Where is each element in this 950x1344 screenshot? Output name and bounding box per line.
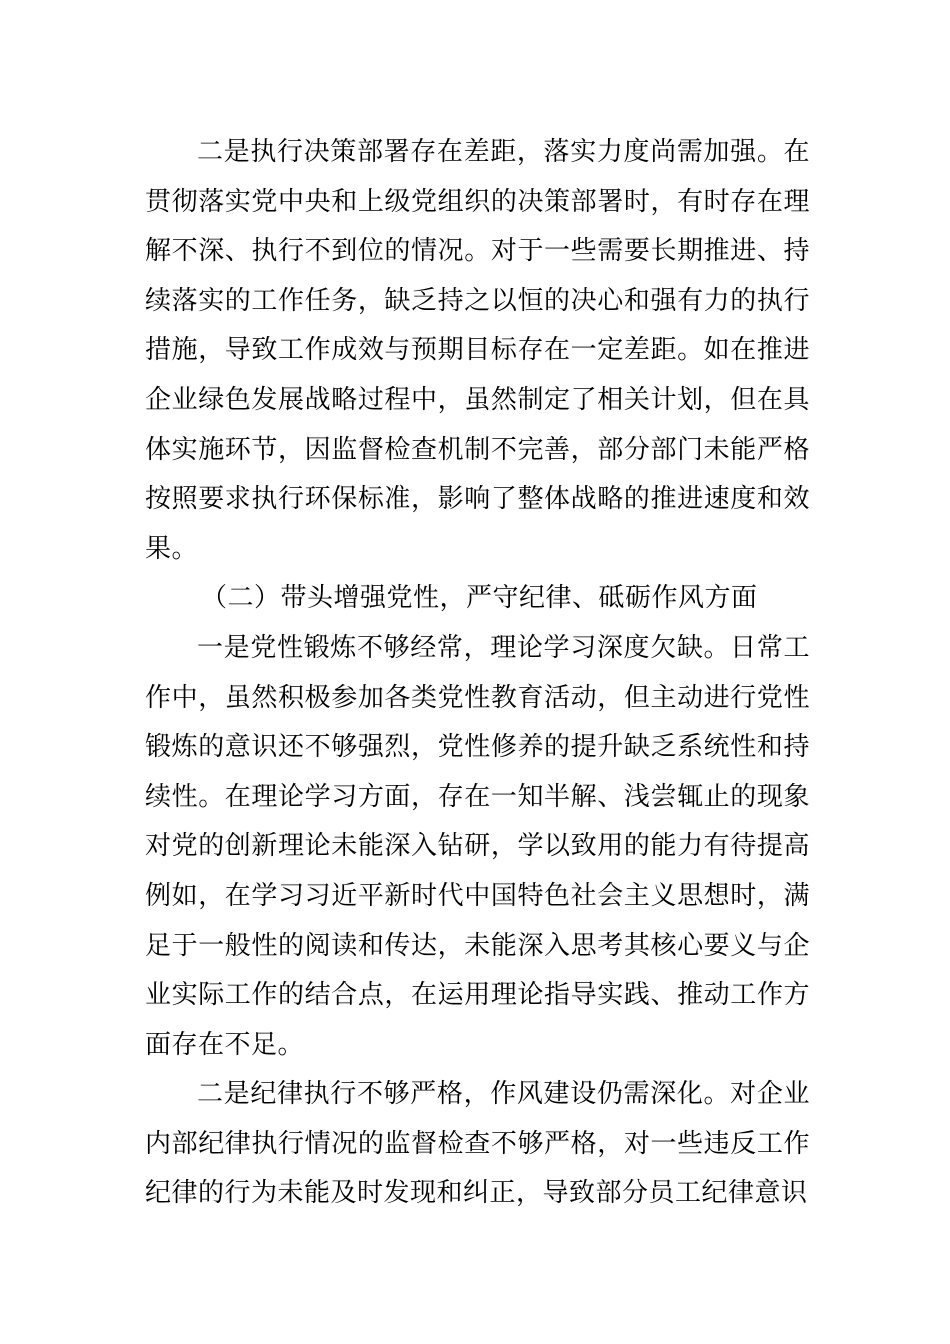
section-heading-party-spirit: （二）带头增强党性，严守纪律、砥砺作风方面 [201, 583, 758, 614]
paragraph-execution-gap: 二是执行决策部署存在差距，落实力度尚需加强。在贯彻落实党中央和上级党组织的决策部署时，有时存在理解不深、执行不到位的情况。对于一些需要长期推进、持续落实的工作任务，缺乏持之以恒的决心和强有力的执行措施，导致工作成效与预期目标存在一定差距。如在推进企业绿色发展战略过程中，虽然制定了相关计划，但在具体实施环节，因监督检查机制不完善，部分部门未能严格按照要求执行环保标准，影响了整体战略的推进速度和效果。 [145, 137, 810, 564]
paragraph-discipline: 二是纪律执行不够严格，作风建设仍需深化。对企业内部纪律执行情况的监督检查不够严格，对一些违反工作纪律的行为未能及时发现和纠正，导致部分员工纪律意识 [145, 1079, 810, 1209]
paragraph-party-training: 一是党性锻炼不够经常，理论学习深度欠缺。日常工作中，虽然积极参加各类党性教育活动，但主动进行党性锻炼的意识还不够强烈，党性修养的提升缺乏系统性和持续性。在理论学习方面，存在一知半解、浅尝辄止的现象对党的创新理论未能深入钻研，学以致用的能力有待提高例如，在学习习近平新时代中国特色社会主义思想时，满足于一般性的阅读和传达，未能深入思考其核心要义与企业实际工作的结合点，在运用理论指导实践、推动工作方面存在不足。 [145, 632, 810, 1060]
document-page [145, 128, 810, 1219]
